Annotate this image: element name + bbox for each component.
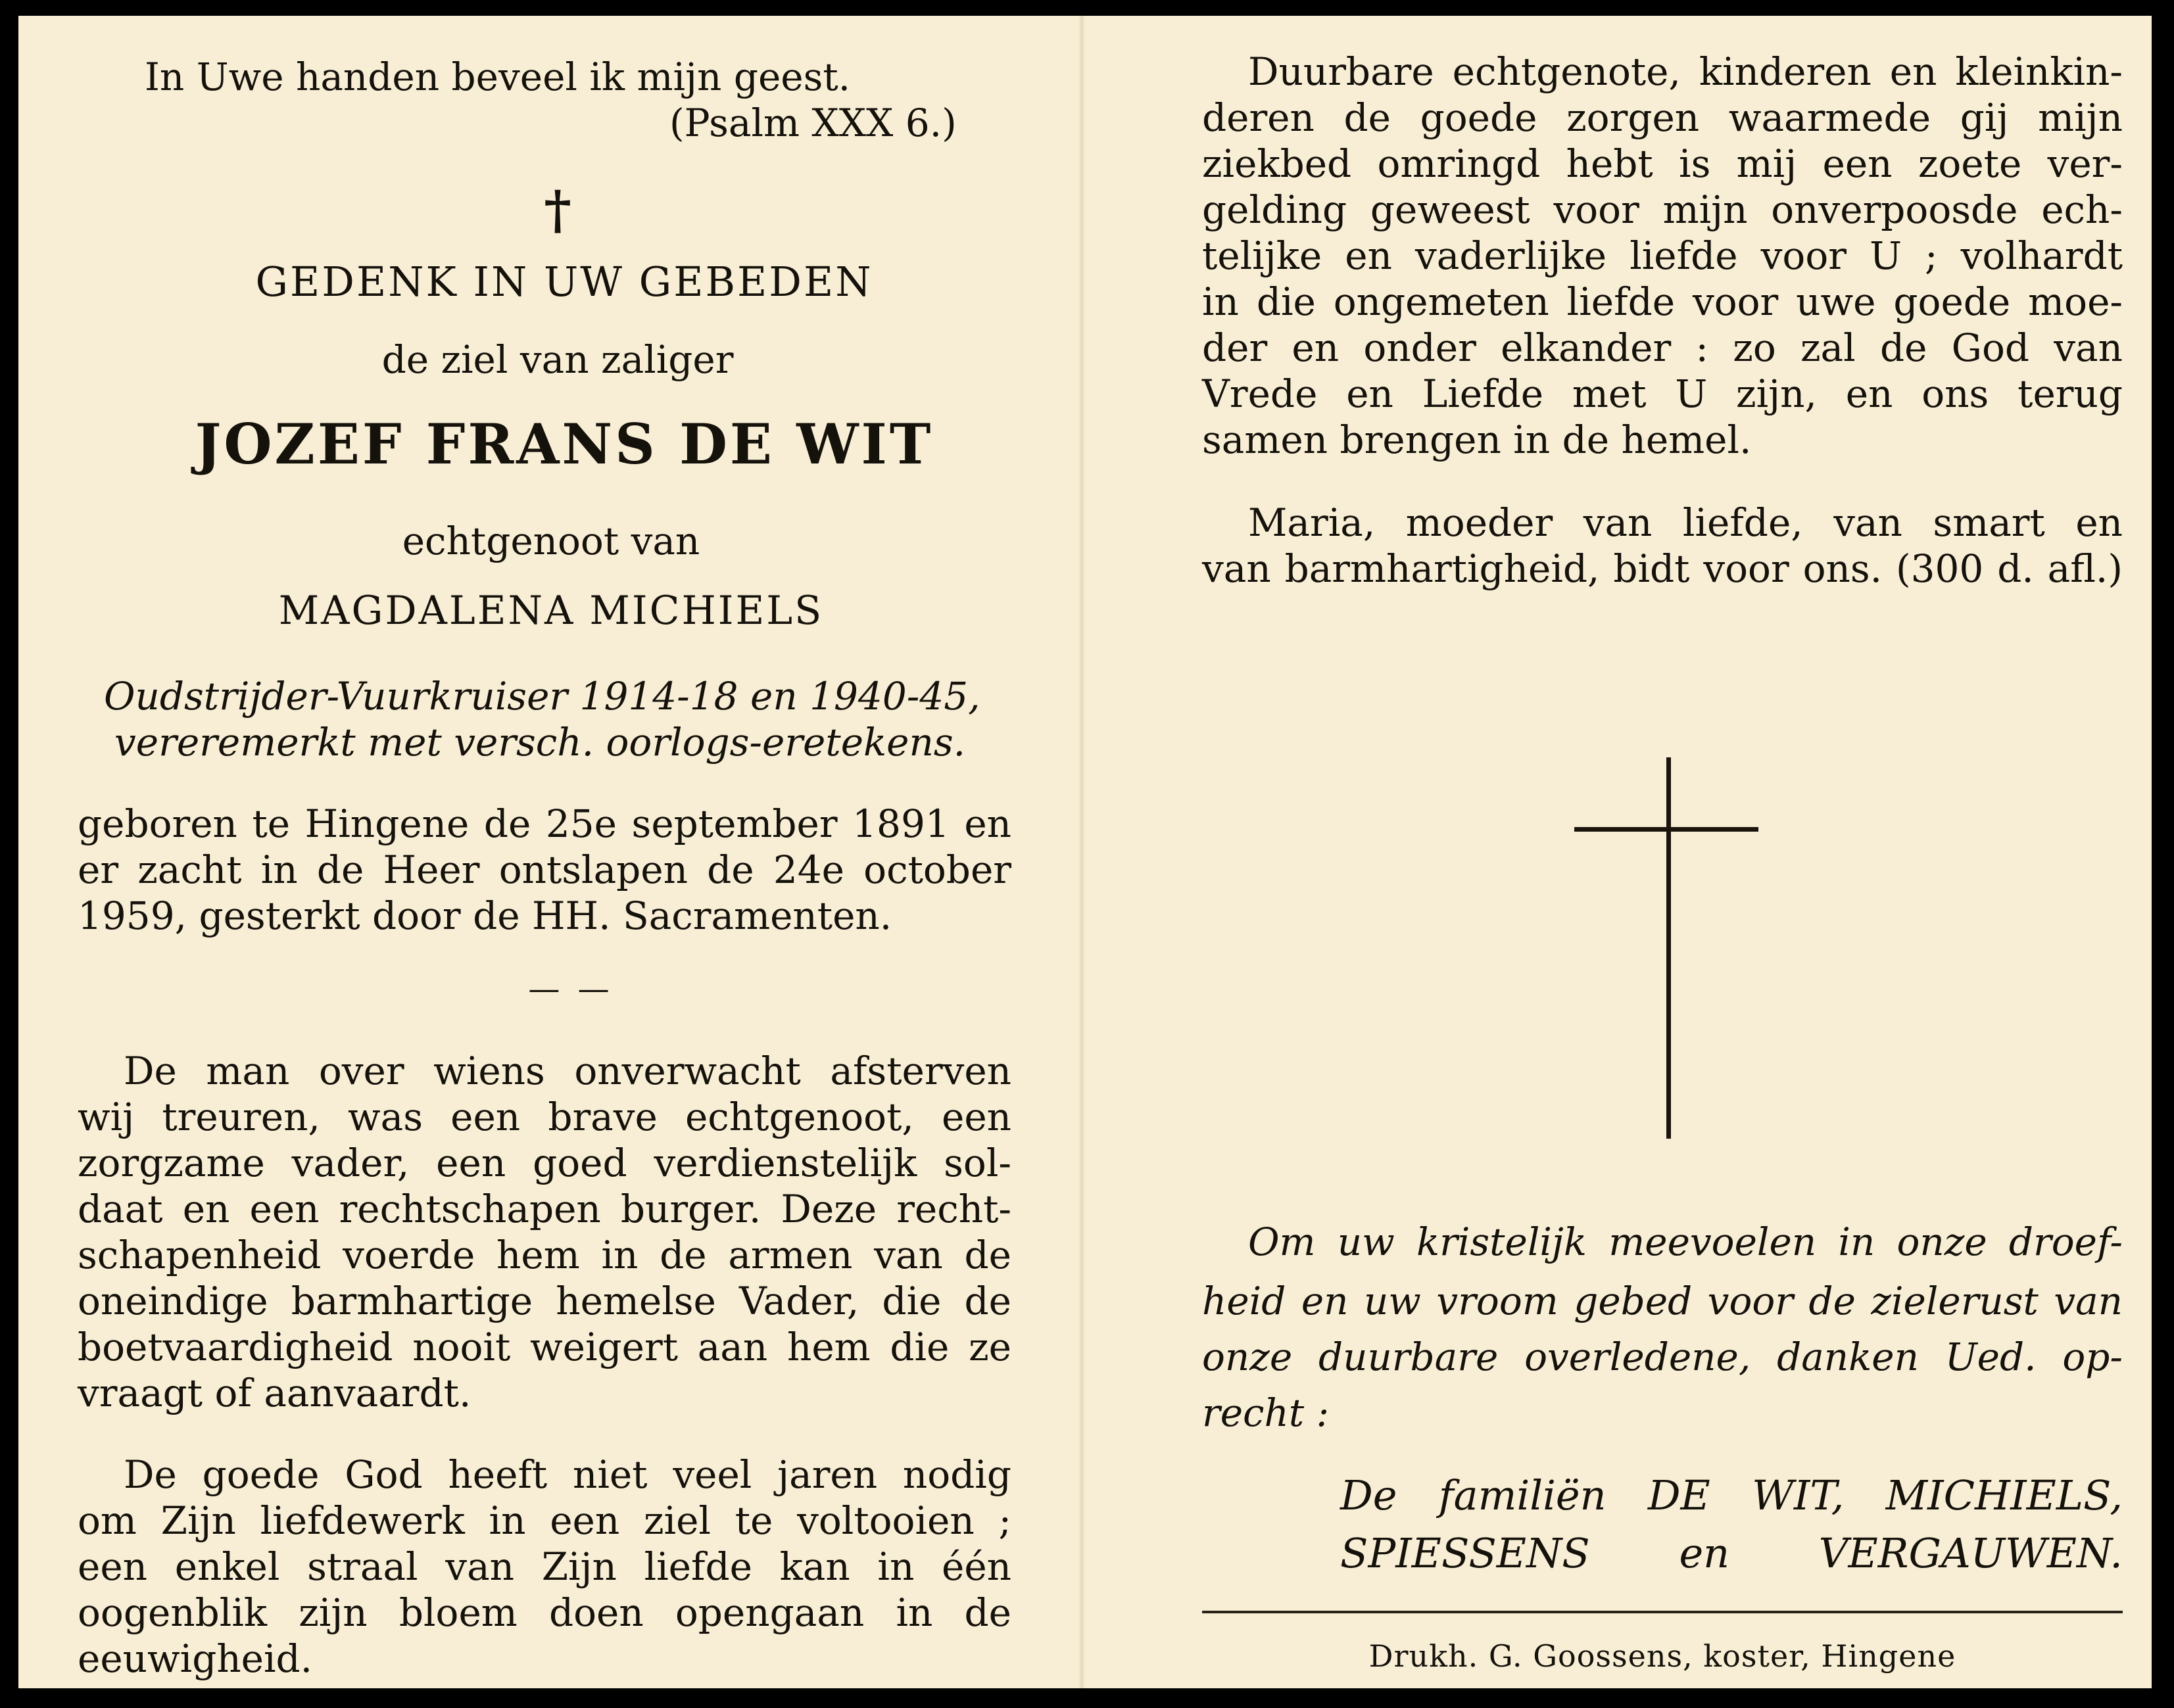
para1-line-8: vraagt of aanvaardt. — [78, 1371, 471, 1415]
r-para1-line-2: deren de goede zorgen waarmede gij mijn — [1202, 95, 2123, 140]
memorial-card — [18, 16, 2152, 1688]
spouse-name: MAGDALENA MICHIELS — [278, 588, 824, 634]
heading-gedenk: GEDENK IN UW GEBEDEN — [255, 258, 873, 306]
thanks-line-4: recht : — [1202, 1390, 1330, 1435]
para2-line-2: om Zijn liefdewerk in een ziel te voltooien ; — [78, 1498, 1011, 1543]
r-para1-line-9: samen brengen in de hemel. — [1202, 417, 1752, 462]
para2-line-3: een enkel straal van Zijn liefde kan in één — [78, 1544, 1011, 1589]
right-page — [1202, 16, 2123, 1688]
families-line-2: SPIESSENS en VERGAUWEN. — [1340, 1529, 2123, 1577]
birth-line-1: geboren te Hingene de 25e september 1891 en — [78, 801, 1011, 846]
deceased-name: JOZEF FRANS DE WIT — [195, 412, 934, 477]
para1-line-7: boetvaardigheid nooit weigert aan hem die ze — [78, 1325, 1011, 1369]
r-para1-line-7: der en onder elkander : zo zal de God van — [1202, 325, 2123, 370]
card-fold — [1078, 16, 1085, 1688]
intro-text: de ziel van zaliger — [381, 337, 734, 382]
r-para1-line-1: Duurbare echtgenote, kinderen en kleinkin- — [1248, 49, 2123, 94]
para1-line-1: De man over wiens onverwacht afsterven — [124, 1049, 1011, 1093]
para2-line-5: eeuwigheid. — [78, 1636, 313, 1681]
birth-line-2: er zacht in de Heer ontslapen de 24e october — [78, 847, 1011, 892]
divider: — — — [528, 970, 614, 1007]
thanks-line-3: onze duurbare overledene, danken Ued. op- — [1202, 1335, 2123, 1379]
para1-line-4: daat en een rechtschapen burger. Deze recht- — [78, 1187, 1011, 1231]
birth-line-3: 1959, gesterkt door de HH. Sacramenten. — [78, 893, 892, 938]
para1-line-2: wij treuren, was een brave echtgenoot, een — [78, 1095, 1011, 1139]
para1-line-3: zorgzame vader, een goed verdienstelijk sol- — [78, 1141, 1011, 1185]
r-para1-line-4: gelding geweest voor mijn onverpoosde ech- — [1202, 187, 2123, 232]
para1-line-6: oneindige barmhartige hemelse Vader, die de — [78, 1279, 1011, 1323]
families-line-1: De familiën DE WIT, MICHIELS, — [1340, 1471, 2123, 1519]
veteran-line-2: vereremerkt met versch. oorlogs-eretekens. — [114, 720, 966, 765]
r-para2-line-1: Maria, moeder van liefde, van smart en — [1248, 500, 2123, 545]
veteran-line-1: Oudstrijder-Vuurkruiser 1914-18 en 1940-45, — [104, 674, 980, 719]
r-para1-line-3: ziekbed omringd hebt is mij een zoete ver- — [1202, 141, 2123, 186]
spouse-intro: echtgenoot van — [402, 519, 700, 563]
para2-line-4: oogenblik zijn bloem doen opengaan in de — [78, 1590, 1011, 1635]
r-para2-line-2: van barmhartigheid, bidt voor ons. (300 d. afl.) — [1202, 546, 2123, 591]
r-para1-line-6: in die ongemeten liefde voor uwe goede moe- — [1202, 279, 2123, 324]
thanks-line-1: Om uw kristelijk meevoelen in onze droef- — [1248, 1220, 2123, 1264]
psalm-line: In Uwe handen beveel ik mijn geest. — [145, 55, 851, 99]
printer-credit: Drukh. G. Goossens, koster, Hingene — [1368, 1638, 1956, 1674]
small-cross-icon: † — [544, 179, 571, 241]
r-para1-line-8: Vrede en Liefde met U zijn, en ons terug — [1202, 371, 2123, 416]
psalm-reference: (Psalm XXX 6.) — [669, 101, 957, 145]
r-para1-line-5: telijke en vaderlijke liefde voor U ; volhardt — [1202, 233, 2123, 278]
para1-line-5: schapenheid voerde hem in de armen van de — [78, 1233, 1011, 1277]
para2-line-1: De goede God heeft niet veel jaren nodig — [124, 1452, 1011, 1497]
footer-rule — [1202, 1611, 2123, 1613]
thanks-line-2: heid en uw vroom gebed voor de zielerust van — [1202, 1279, 2123, 1323]
left-page — [78, 16, 1038, 1688]
